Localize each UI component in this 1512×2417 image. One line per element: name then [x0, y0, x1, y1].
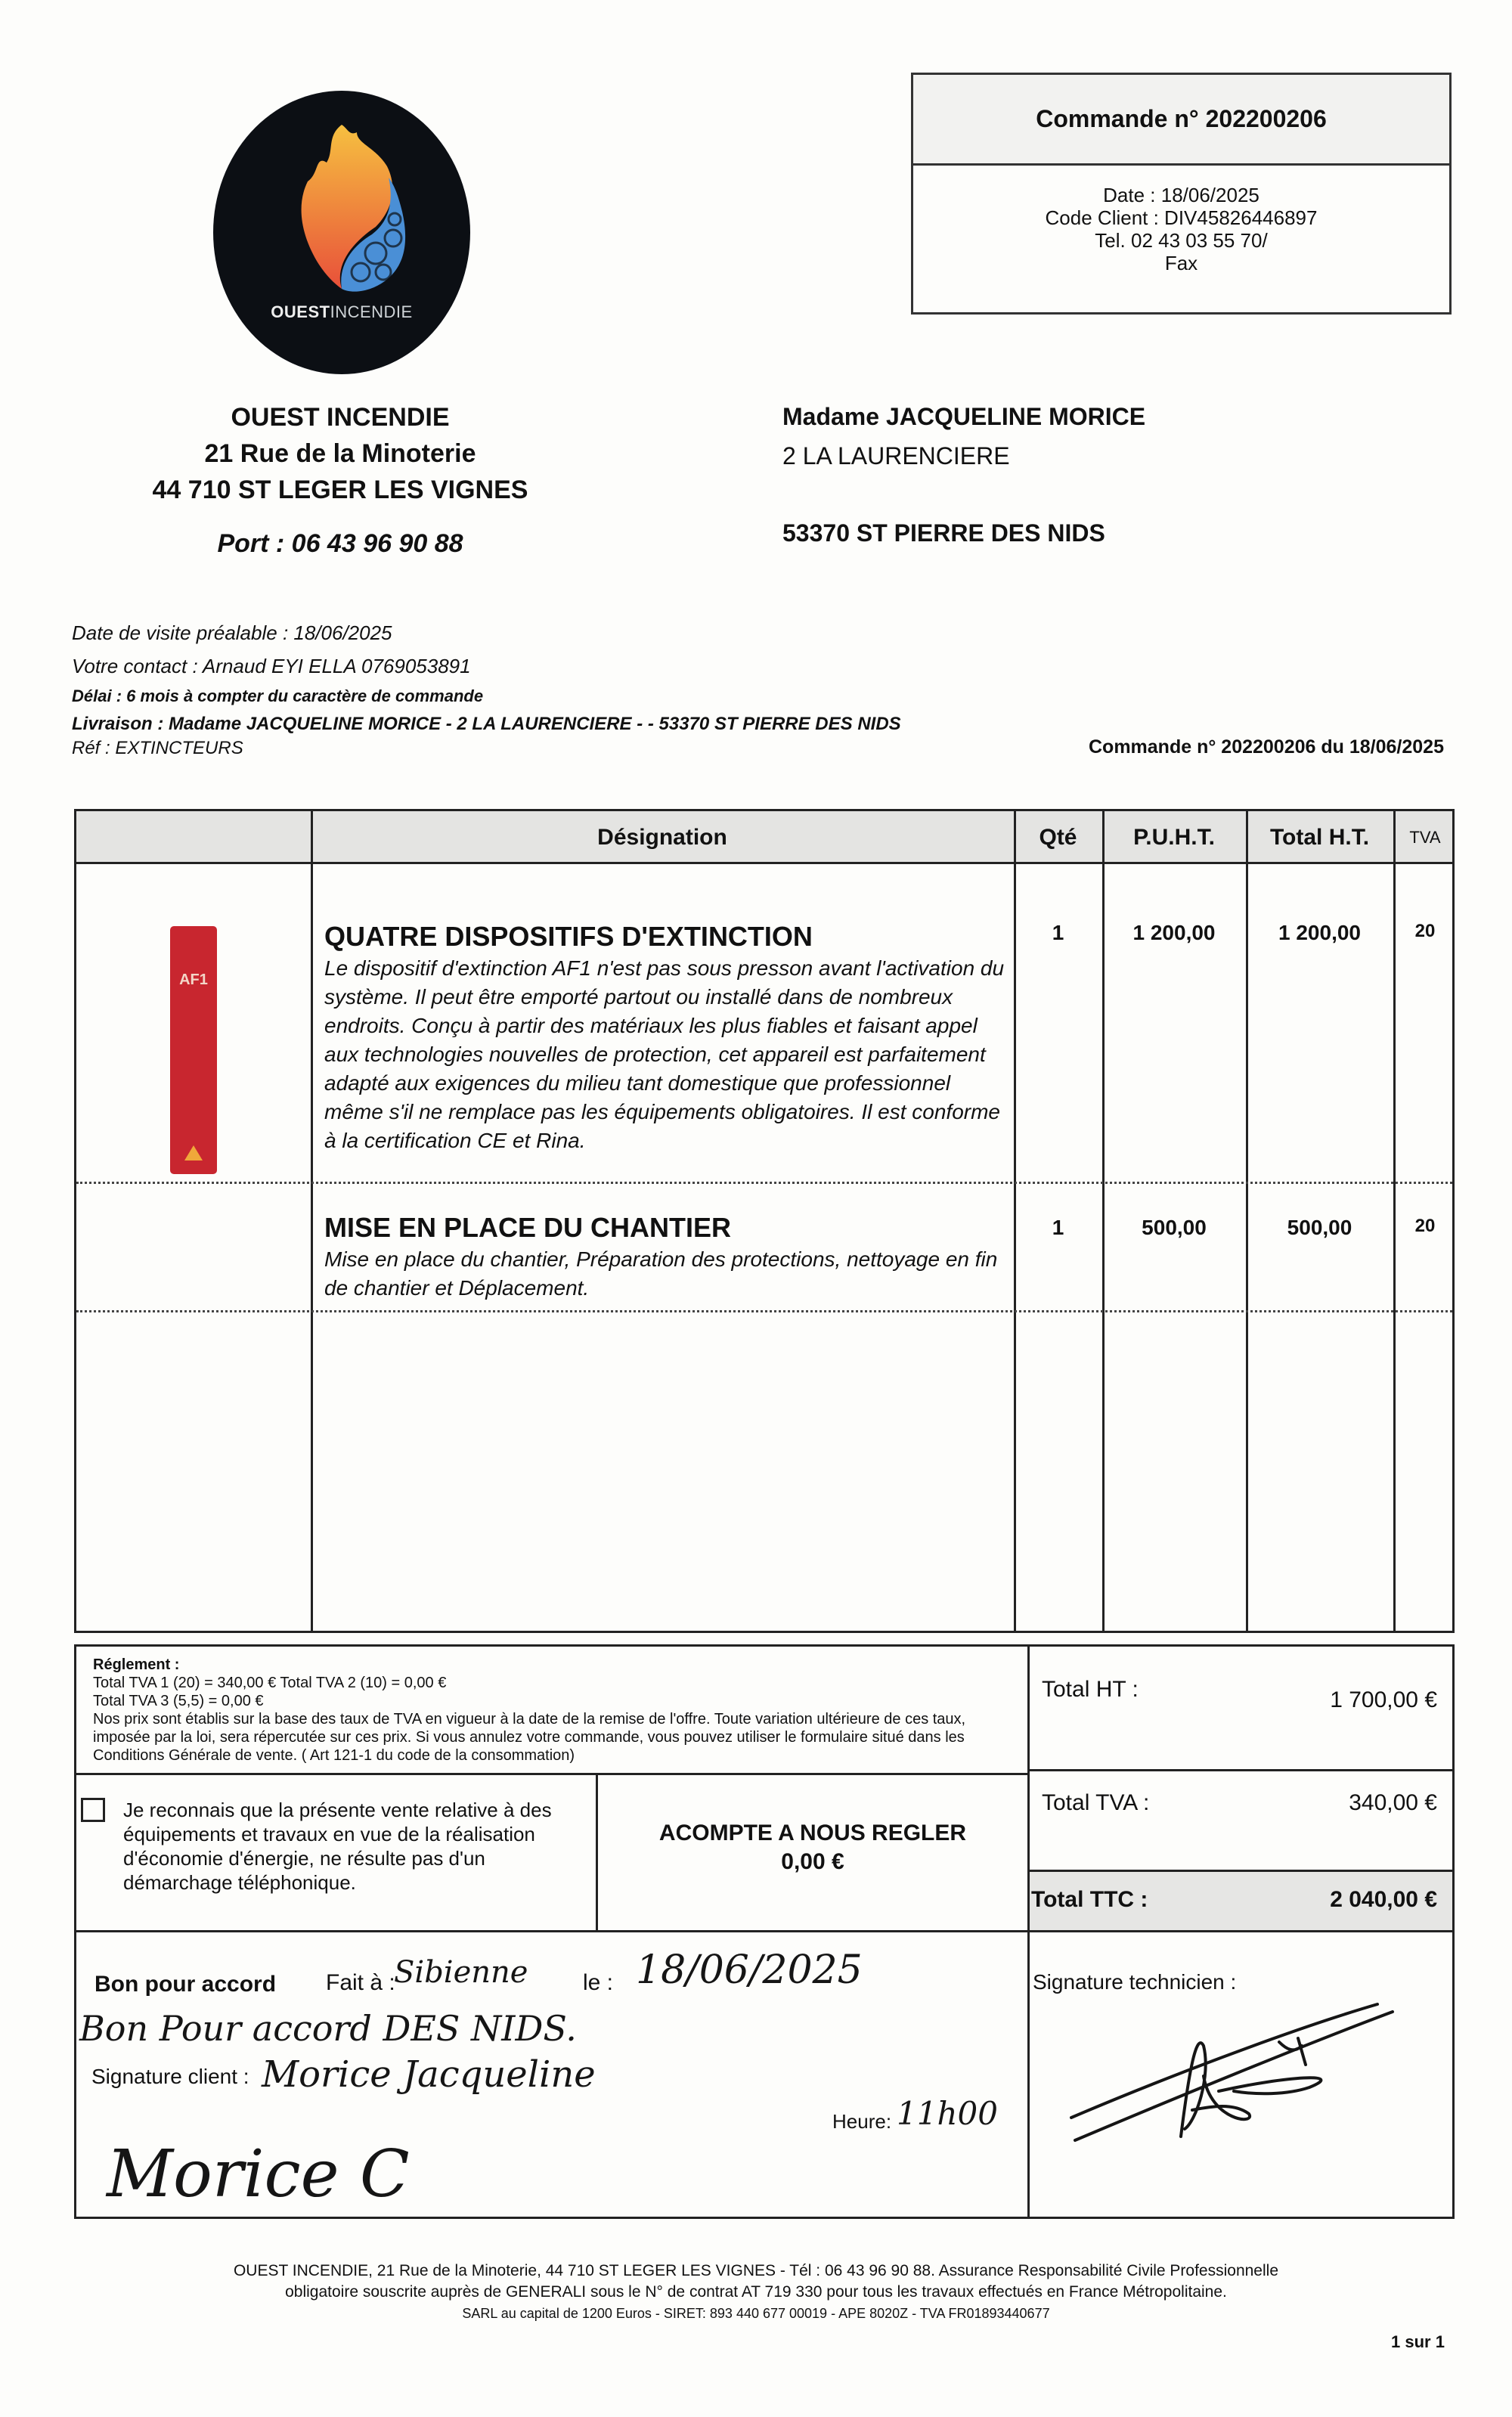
- vat-line-1: Total TVA 1 (20) = 340,00 € Total TVA 2 (10) = 0,00 €: [93, 1675, 447, 1691]
- order-fax: Fax: [1164, 252, 1198, 274]
- order-number: Commande n° 202200206: [913, 75, 1449, 166]
- item-qty: 1: [1052, 921, 1064, 944]
- company-street: 21 Rue de la Minoterie: [204, 439, 476, 468]
- company-logo: [213, 91, 470, 374]
- footer-line-2: obligatoire souscrite auprès de GENERALI sous le N° de contrat AT 719 330 pour tous les travaux effectués en France Métropolitaine.: [285, 2283, 1227, 2301]
- client-signature-label: Signature client :: [91, 2065, 249, 2088]
- item-description: Mise en place du chantier, Préparation des protections, nettoyage en fin de chantier et Déplacement.: [324, 1247, 998, 1300]
- logo-wordmark: OUESTINCENDIE: [271, 302, 413, 321]
- header-qty: Qté: [1039, 825, 1077, 850]
- header-vat: TVA: [1409, 828, 1441, 847]
- item-qty: 1: [1052, 1216, 1064, 1239]
- visit-date: Date de visite préalable : 18/06/2025: [72, 621, 392, 644]
- page-number: 1 sur 1: [1391, 2332, 1445, 2351]
- fait-a-label: Fait à :: [326, 1970, 395, 1995]
- client-name: Madame JACQUELINE MORICE: [782, 403, 1146, 430]
- client-code: Code Client : DIV45826446897: [1045, 206, 1318, 229]
- total-tva-row: [1030, 1790, 1452, 1816]
- order-meta: [72, 616, 901, 758]
- declaration-checkbox[interactable]: [81, 1798, 105, 1822]
- item-title: QUATRE DISPOSITIFS D'EXTINCTION: [324, 921, 813, 952]
- total-tva-label: Total TVA :: [1042, 1790, 1150, 1815]
- client-signature-area[interactable]: [76, 1930, 1027, 2217]
- declaration: [76, 1775, 598, 1930]
- deposit-label: ACOMPTE A NOUS REGLER: [658, 1820, 967, 1845]
- total-ht-value: 1 700,00 €: [1330, 1687, 1437, 1712]
- declaration-text: Je reconnais que la présente vente relative à des équipements et travaux en vue de la réalisation d'économie d'énergie, ne résulte pas d'un démarchage téléphonique.: [123, 1799, 552, 1894]
- flame-water-icon: [213, 91, 470, 374]
- payment-title: Réglement :: [93, 1656, 180, 1673]
- row-divider: [76, 1182, 1452, 1184]
- footer-line-1: OUEST INCENDIE, 21 Rue de la Minoterie, 44 710 ST LEGER LES VIGNES - Tél : 06 43 96 90 88. Assurance Responsabilité Civile Professionnelle: [233, 2262, 1279, 2279]
- delivery: Livraison : Madame JACQUELINE MORICE - 2 LA LAURENCIERE - - 53370 ST PIERRE DES NIDS: [72, 714, 901, 734]
- client-address: [782, 397, 1145, 553]
- deposit: [598, 1775, 1027, 1930]
- summary-block: [74, 1644, 1455, 2219]
- vat-notice: Nos prix sont établis sur la base des taux de TVA en vigueur à la date de la remise de l'offre. Toute variation ultérieure de ces taux, imposée par la loi, sera répercutée sur ces prix. Si vous annulez votre commande, vous pouvez utiliser le formulaire situé dans les Conditions Générale de vente. ( Art 121-1 du code de la consommation): [93, 1711, 966, 1764]
- order-box: [911, 73, 1452, 315]
- table-row: [324, 1212, 1005, 1303]
- client-city: 53370 ST PIERRE DES NIDS: [782, 519, 1105, 547]
- order-date: Date : 18/06/2025: [1103, 184, 1259, 206]
- company-name: OUEST INCENDIE: [231, 403, 450, 432]
- delay: Délai : 6 mois à compter du caractère de commande: [72, 686, 484, 705]
- item-unit-price: 1 200,00: [1132, 921, 1216, 944]
- bon-pour-accord-label: Bon pour accord: [94, 1972, 277, 1997]
- item-unit-price: 500,00: [1142, 1216, 1207, 1239]
- totals-panel: [1027, 1647, 1452, 1930]
- total-ht-row: [1030, 1677, 1452, 1713]
- company-address: [113, 399, 567, 508]
- col-divider: [311, 811, 313, 1631]
- divider: [1030, 1769, 1452, 1771]
- vat-line-2: Total TVA 3 (5,5) = 0,00 €: [93, 1693, 264, 1709]
- reference: Réf : EXTINCTEURS: [72, 738, 243, 758]
- item-vat: 20: [1414, 1216, 1436, 1236]
- item-title: MISE EN PLACE DU CHANTIER: [324, 1212, 732, 1243]
- item-total: 1 200,00: [1278, 921, 1361, 944]
- deposit-value: 0,00 €: [781, 1849, 844, 1874]
- fait-a-value: Sibienne: [394, 1955, 528, 1990]
- heure-label: Heure:: [832, 2110, 892, 2133]
- footer-line-3: SARL au capital de 1200 Euros - SIRET: 893 440 677 00019 - APE 8020Z - TVA FR01893440677: [462, 2306, 1050, 2321]
- total-ht-label: Total HT :: [1042, 1677, 1139, 1702]
- order-reference: Commande n° 202200206 du 18/06/2025: [1089, 736, 1444, 758]
- company-city: 44 710 ST LEGER LES VIGNES: [152, 476, 528, 504]
- total-ttc-value: 2 040,00 €: [1330, 1887, 1437, 1912]
- client-signature: Morice C: [107, 2137, 410, 2212]
- item-total: 500,00: [1287, 1216, 1352, 1239]
- client-street: 2 LA LAURENCIERE: [782, 442, 1010, 469]
- total-tva-value: 340,00 €: [1349, 1790, 1437, 1815]
- item-description: Le dispositif d'extinction AF1 n'est pas sous presson avant l'activation du système. Il peut être emporté partout ou installé dans de nombreux endroits. Conçu à partir des matériaux les plus fiables et faisant appel aux technologies nouvelles de protection, cet appareil est parfaitement adapté aux exigences du milieu tant domestique que professionnel même s'il ne remplace pas les équipements obligatoires. Il est conforme à la certification CE et Rina.: [324, 956, 1005, 1152]
- af1-label: AF1: [179, 971, 208, 988]
- footer: [113, 2261, 1399, 2324]
- item-vat: 20: [1414, 921, 1436, 941]
- technician-signature-icon: [1060, 2000, 1408, 2152]
- items-table: [74, 809, 1455, 1633]
- header-designation: Désignation: [597, 825, 727, 850]
- row-divider: [76, 1310, 1452, 1312]
- heure-value: 11h00: [897, 2095, 998, 2132]
- order-tel: Tel. 02 43 03 55 70/: [1095, 229, 1268, 252]
- total-ttc-label: Total TTC :: [1031, 1887, 1148, 1912]
- handwritten-note: Bon Pour accord DES NIDS.: [79, 2008, 577, 2049]
- le-label: le :: [583, 1970, 614, 1995]
- contact: Votre contact : Arnaud EYI ELLA 0769053891: [72, 655, 471, 677]
- company-phone: Port : 06 43 96 90 88: [217, 529, 463, 558]
- af1-product-image: [170, 926, 217, 1174]
- client-name-handwritten: Morice Jacqueline: [262, 2053, 596, 2096]
- tech-signature-label: Signature technicien :: [1033, 1970, 1237, 1994]
- warning-triangle-icon: [184, 1145, 203, 1160]
- technician-signature-area[interactable]: [1027, 1930, 1452, 2217]
- header-total: Total H.T.: [1269, 825, 1370, 850]
- payment-terms: [76, 1647, 1027, 1775]
- header-unit-price: P.U.H.T.: [1133, 825, 1215, 850]
- table-row: [324, 921, 1005, 1155]
- le-value: 18/06/2025: [636, 1948, 863, 1993]
- total-ttc-row: [1030, 1887, 1452, 1913]
